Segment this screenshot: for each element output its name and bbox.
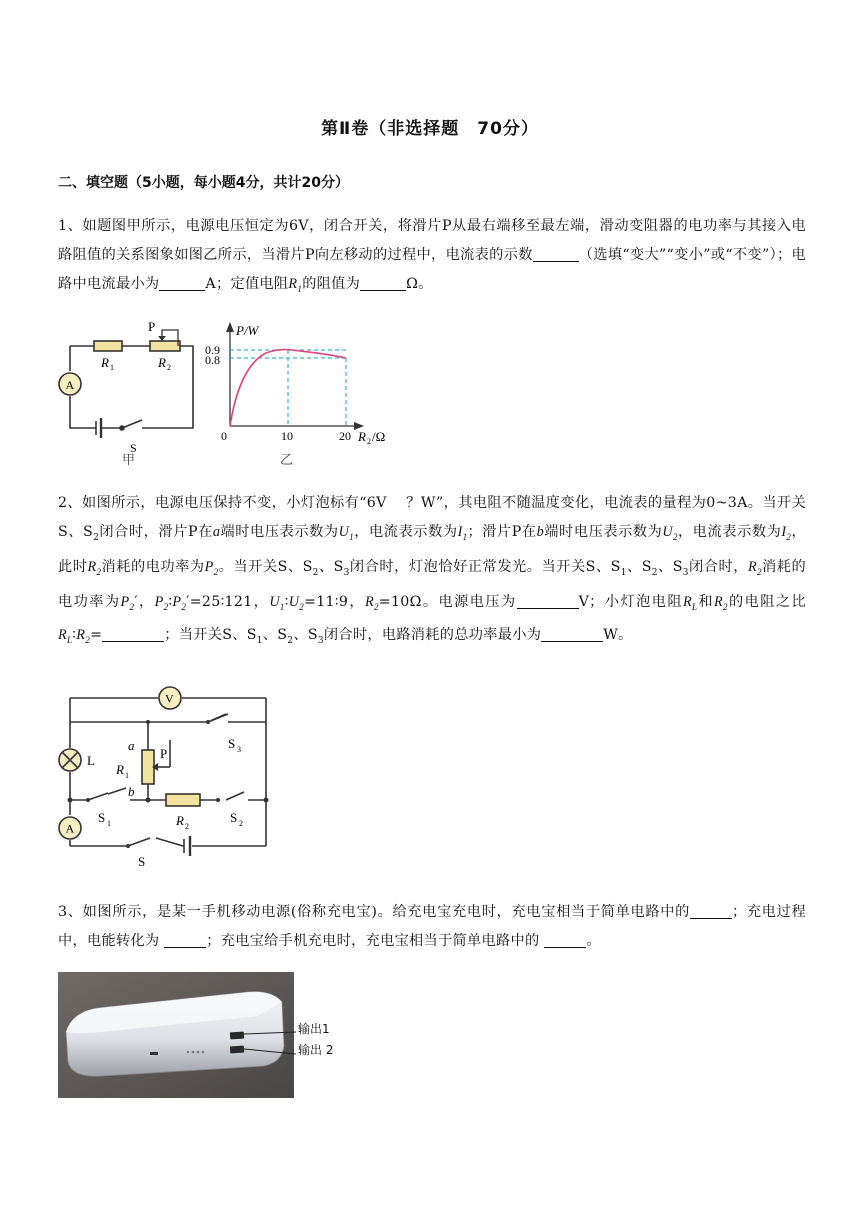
label-P: P: [160, 746, 168, 761]
q2-text-part: =11∶9，: [304, 593, 365, 610]
q2-text-part: ，电流表示数为: [677, 524, 782, 540]
q2-text-part: 闭合时，滑片P在: [99, 524, 213, 540]
graph-xtick-0: 0: [221, 429, 227, 443]
q2-text-part: 、S: [657, 558, 683, 575]
answer-blank[interactable]: [360, 274, 406, 291]
label-R1-sub: 1: [125, 771, 129, 780]
graph-xlabel-sub: 2: [367, 437, 371, 446]
graph-xlabel: R: [358, 429, 366, 444]
page-title: 第Ⅱ卷（非选择题 70分）: [321, 119, 539, 139]
switch-label: S: [130, 441, 137, 455]
q2-circuit-diagram: [58, 680, 273, 870]
label-b: b: [128, 784, 135, 799]
q3-text-part: ；充电宝给手机充电时，充电宝相当于简单电路中的: [206, 933, 545, 949]
q2-text-part: 消耗的电功率为: [101, 558, 205, 575]
q1-text-part: 的阻值为: [302, 276, 361, 292]
q2-text-part: W。: [603, 627, 633, 644]
label-S3-sub: 3: [237, 745, 241, 754]
power-resistance-graph: [226, 322, 364, 430]
figure-caption-jia: 甲: [122, 452, 136, 466]
question-3-text: [58, 898, 806, 956]
label-R2: R: [176, 813, 184, 828]
answer-blank[interactable]: [544, 931, 586, 948]
label-S2-sub: 2: [239, 819, 243, 828]
label-S: S: [138, 854, 146, 869]
graph-xlabel-unit: /Ω: [372, 429, 386, 444]
q2-text-part: ∶: [72, 627, 77, 644]
var-R: $R_1$: [288, 276, 303, 294]
question-2-text: 2、如图所示，电源电压保持不变，小灯泡标有“6V ？W”，其电阻不随温度变化，电流表的量程为0~3A。当开关S、$S_2$闭合时，滑片P在a端时电压表示数为$U_1$，电流表示数为$I_1$；滑片P在b端时电压表示数为$U_2$，电流表示数为$I_2$，此时$R_2$消耗的电功率为$P_2$。当开关S、$S_2$、$S_3$闭合时，灯泡恰好正常发光。当开关S、$S_1$、$S_2$、$S_3$闭合时，$R_2$消耗的电功率为$P_2'$，$P_2∶P_2'=25∶121$，$U_1∶U_2=11∶9$，$R_2=10\Omega$。电源电压为 V；小灯泡电阻$R_L$和$R_2$的电阻之比$R_L∶R_2=$ ；当开关S、$S_1$、$S_2$、$S_3$闭合时，电路消耗的总功率最小为 W。: [58, 495, 806, 647]
lamp-label: L: [87, 753, 95, 768]
ammeter-label: A: [65, 821, 75, 836]
q2-text-part: V；小灯泡电阻: [578, 593, 683, 610]
label-P: P: [148, 319, 156, 334]
q2-text-part: 、S: [262, 627, 288, 644]
figure-caption-yi: 乙: [280, 452, 294, 466]
label-R2-sub: 2: [167, 363, 171, 372]
q2-text-part: ′，: [134, 593, 155, 610]
q2-text-part: ，此时: [58, 524, 806, 575]
q2-text-part: 2、如图所示，电源电压保持不变，小灯泡标有“6V ？W”，其电阻不随温度变化，电流表的量程为0~3A。当开关S、S: [58, 495, 806, 540]
answer-blank[interactable]: [517, 592, 579, 609]
answer-blank[interactable]: [164, 931, 206, 948]
answer-blank[interactable]: [541, 625, 603, 642]
label-R1: R: [101, 355, 109, 370]
section-heading: 二、填空题（5小题，每小题4分，共计20分）: [58, 175, 349, 191]
q2-text-part: 闭合时，灯泡恰好正常发光。当开关S、S: [349, 558, 621, 575]
label-S3: S: [228, 736, 236, 751]
graph-xtick-20: 20: [339, 429, 351, 443]
answer-blank[interactable]: [690, 902, 732, 919]
q1-text-part: Ω。: [406, 276, 433, 292]
q2-text-part: ；当开关S、S: [164, 627, 257, 644]
q1-text-part: （选填“变大”“变小”或“不变”）；电路中电流最小为: [58, 247, 806, 292]
q1-figure: [58, 318, 403, 466]
answer-blank[interactable]: [159, 274, 205, 291]
q3-text-part: 3、如图所示，是某一手机移动电源(俗称充电宝)。给充电宝充电时，充电宝相当于简单电路中的: [58, 904, 690, 920]
circuit-diagram-jia: [59, 330, 193, 438]
output-1-label: 输出1: [298, 1022, 330, 1036]
output-2-label: 输出 2: [298, 1043, 334, 1057]
graph-ytick-0-9: 0.9: [205, 343, 220, 357]
q2-text-part: ∶: [168, 593, 173, 610]
q2-text-part: ，电流表示数为: [353, 524, 458, 540]
q2-text-part: 闭合时，: [688, 558, 748, 575]
q2-text-part: 、S: [318, 558, 344, 575]
q2-text-part: 、S: [626, 558, 652, 575]
q2-text-part: 。当开关S、S: [218, 558, 313, 575]
label-S1: S: [98, 810, 106, 825]
q2-text-part: 端时电压表示数为: [544, 524, 663, 540]
q2-text-part: ；滑片P在: [467, 524, 537, 540]
label-R2: R: [158, 355, 166, 370]
graph-ytick-0-8: 0.8: [205, 353, 220, 367]
q2-text-part: 和: [697, 593, 715, 610]
q2-text-part: =10Ω。电源电压为: [378, 593, 517, 610]
ammeter-label: A: [65, 378, 75, 392]
label-a: a: [128, 738, 135, 753]
q1-text-part: 1、如题图甲所示，电源电压恒定为6V，闭合开关，将滑片P从最右端移至最左端，滑动变阻器的电功率与其接入电路阻值的关系图象如图乙所示，当滑片P向左移动的过程中，电流表的示数: [58, 218, 806, 263]
q2-text-part: ′=25∶121，: [186, 593, 270, 610]
q2-text-part: ∶: [284, 593, 289, 610]
graph-ylabel: P/W: [236, 323, 259, 338]
label-R2-sub: 2: [185, 822, 189, 831]
label-R1: R: [116, 762, 124, 777]
graph-xtick-10: 10: [281, 429, 293, 443]
q2-text-part: =: [90, 627, 103, 644]
q2-text-part: 、S: [293, 627, 318, 644]
q2-text-part: 的电阻之比: [727, 593, 806, 610]
q2-text-part: 消耗的电功率为: [58, 558, 806, 610]
voltmeter-label: V: [165, 691, 174, 706]
label-R1-sub: 1: [110, 363, 114, 372]
q1-text-part: A；定值电阻: [205, 276, 289, 292]
label-S1-sub: 1: [107, 819, 111, 828]
q3-text-part: 。: [586, 933, 601, 949]
q2-text-part: 端时电压表示数为: [220, 524, 339, 540]
question-1-text: [58, 212, 806, 304]
q2-text-part: 闭合时，电路消耗的总功率最小为: [323, 627, 542, 644]
label-S2: S: [230, 810, 238, 825]
q3-text-part: ；充电过程中，电能转化为: [58, 904, 806, 949]
answer-blank[interactable]: [102, 625, 164, 642]
answer-blank[interactable]: [533, 245, 579, 262]
